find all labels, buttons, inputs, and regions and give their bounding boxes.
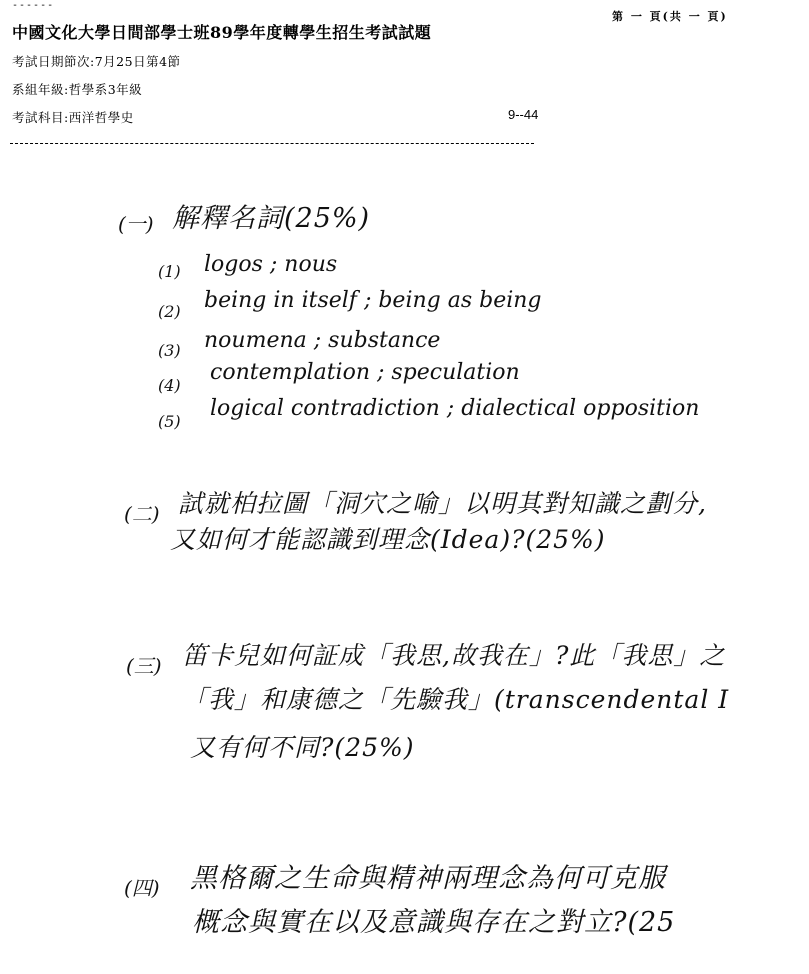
question-line: 又如何才能認識到理念(Idea)?(25%) — [170, 525, 606, 554]
department-line: 系組年級:哲學系3年級 — [12, 82, 143, 97]
exam-code: 9--44 — [508, 107, 539, 122]
item-number: (3) — [158, 341, 181, 360]
item-number: (2) — [158, 302, 181, 321]
header-divider — [10, 143, 534, 144]
item-text: logos ; nous — [204, 252, 338, 277]
question-number: (四) — [124, 876, 160, 900]
top-left-dashes: ------ — [12, 0, 55, 11]
question-line: 試就柏拉圖「洞穴之喻」以明其對知識之劃分, — [178, 489, 707, 518]
item-text: logical contradiction ; dialectical opposition — [210, 396, 700, 421]
item-text: being in itself ; being as being — [204, 288, 542, 313]
question-line: 概念與實在以及意識與存在之對立?(25 — [192, 907, 676, 938]
question-number: (三) — [126, 654, 162, 678]
item-text: contemplation ; speculation — [210, 360, 520, 385]
item-number: (4) — [158, 376, 181, 395]
document-title: 中國文化大學日間部學士班89學年度轉學生招生考試試題 — [12, 23, 432, 42]
item-number: (1) — [158, 262, 181, 281]
item-text: noumena ; substance — [204, 328, 441, 353]
page-indicator: 第 一 頁(共 一 頁) — [612, 10, 728, 23]
question-title: 解釋名詞(25%) — [172, 203, 371, 234]
question-line: 「我」和康德之「先驗我」(transcendental I — [182, 685, 730, 714]
question-number: (一) — [118, 212, 154, 236]
exam-date: 考試日期節次:7月25日第4節 — [12, 54, 181, 69]
subject-line: 考試科目:西洋哲學史 — [12, 110, 134, 125]
question-line: 又有何不同?(25%) — [190, 733, 415, 762]
question-number: (二) — [124, 502, 160, 526]
question-line: 笛卡兒如何証成「我思,故我在」?此「我思」之 — [182, 641, 726, 670]
item-number: (5) — [158, 412, 181, 431]
question-line: 黑格爾之生命與精神兩理念為何可克服 — [190, 863, 666, 894]
